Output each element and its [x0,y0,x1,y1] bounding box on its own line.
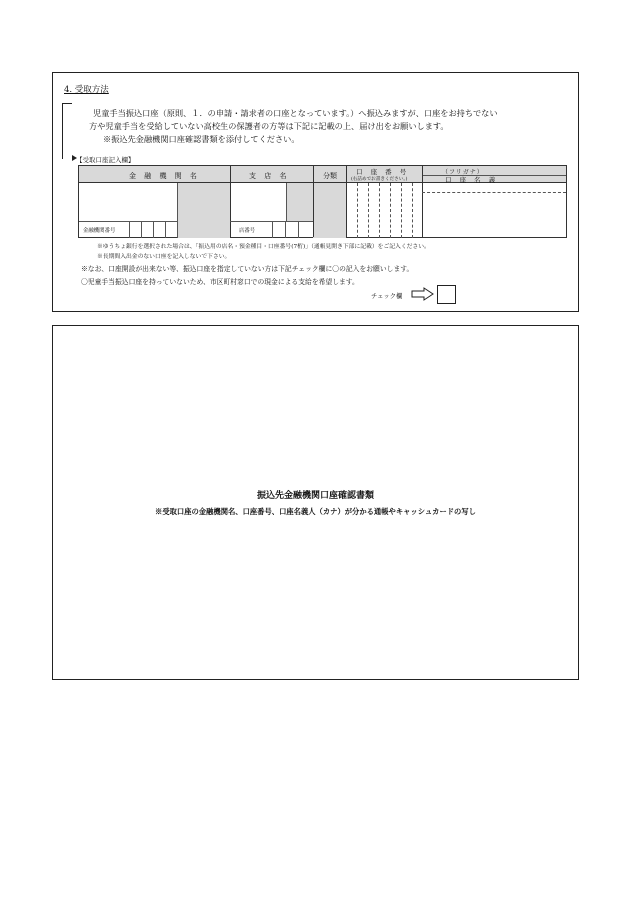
section-title: 4. 受取方法 [64,85,109,95]
account-type-input[interactable] [314,184,345,237]
note-yucho: ※ゆうちょ銀行を選択された場合は、「振込用の店名・預金種目・口座番号(7桁)」（通帳見開き下部に記載）をご記入ください。 [97,244,430,250]
cash-option-checkbox[interactable] [437,285,456,304]
branch-code-label: 店番号 [239,228,256,234]
check-label: チェック欄 [371,293,403,300]
receipt-method-section [52,72,579,312]
branch-code-input[interactable] [273,222,312,237]
furigana-input[interactable] [423,184,565,192]
instruction-line-2: 方や児童手当を受給していない高校生の保護者の方等は下記に記載の上、届け出をお願いします。 [89,121,449,131]
account-number-input[interactable] [347,184,421,237]
header-account-holder: 口 座 名 義 [445,176,499,184]
attachment-title: 振込先金融機関口座確認書類 [256,491,374,501]
attachment-subtitle: ※受取口座の金融機関名、口座番号、口座名義人（カナ）が分かる通帳やキャッシュカードの写し [155,507,476,516]
header-type: 分類 [323,172,337,180]
note-no-account: ※なお、口座開設が出来ない等、振込口座を指定していない方は下記チェック欄に〇の記入をお願いします。 [81,265,414,273]
note-long-term: ※長期間入出金のない口座を記入しないで下さい。 [97,254,231,260]
attachment-box [52,325,579,680]
instruction-line-1: 児童手当振込口座（原則、１．の申請・請求者の口座となっています。）へ振込みますが、口座をお持ちでない [93,108,498,118]
instruction-line-3: ※振込先金融機関口座確認書類を添付してください。 [103,134,300,144]
entry-field-label: 【受取口座記入欄】 [76,156,135,164]
note-cash-option: 〇児童手当振込口座を持っていないため、市区町村窓口での現金による支給を希望します。 [81,278,359,286]
account-holder-input[interactable] [423,194,565,237]
branch-name-input[interactable] [231,184,285,220]
header-furigana: （フリガナ） [442,169,484,176]
bracket-line [62,103,72,159]
bank-code-input[interactable] [130,222,176,237]
header-bank-name: 金 融 機 関 名 [129,172,200,180]
account-entry-table [78,165,567,238]
header-account-number: 口 座 番 号 [356,168,410,176]
right-arrow-icon [411,287,435,301]
header-branch-name: 支 店 名 [249,172,290,180]
bank-name-input[interactable] [80,184,176,220]
bank-code-label: 金融機関番号 [83,228,116,234]
header-account-number-note: (右詰めでお書きください。) [351,177,408,182]
